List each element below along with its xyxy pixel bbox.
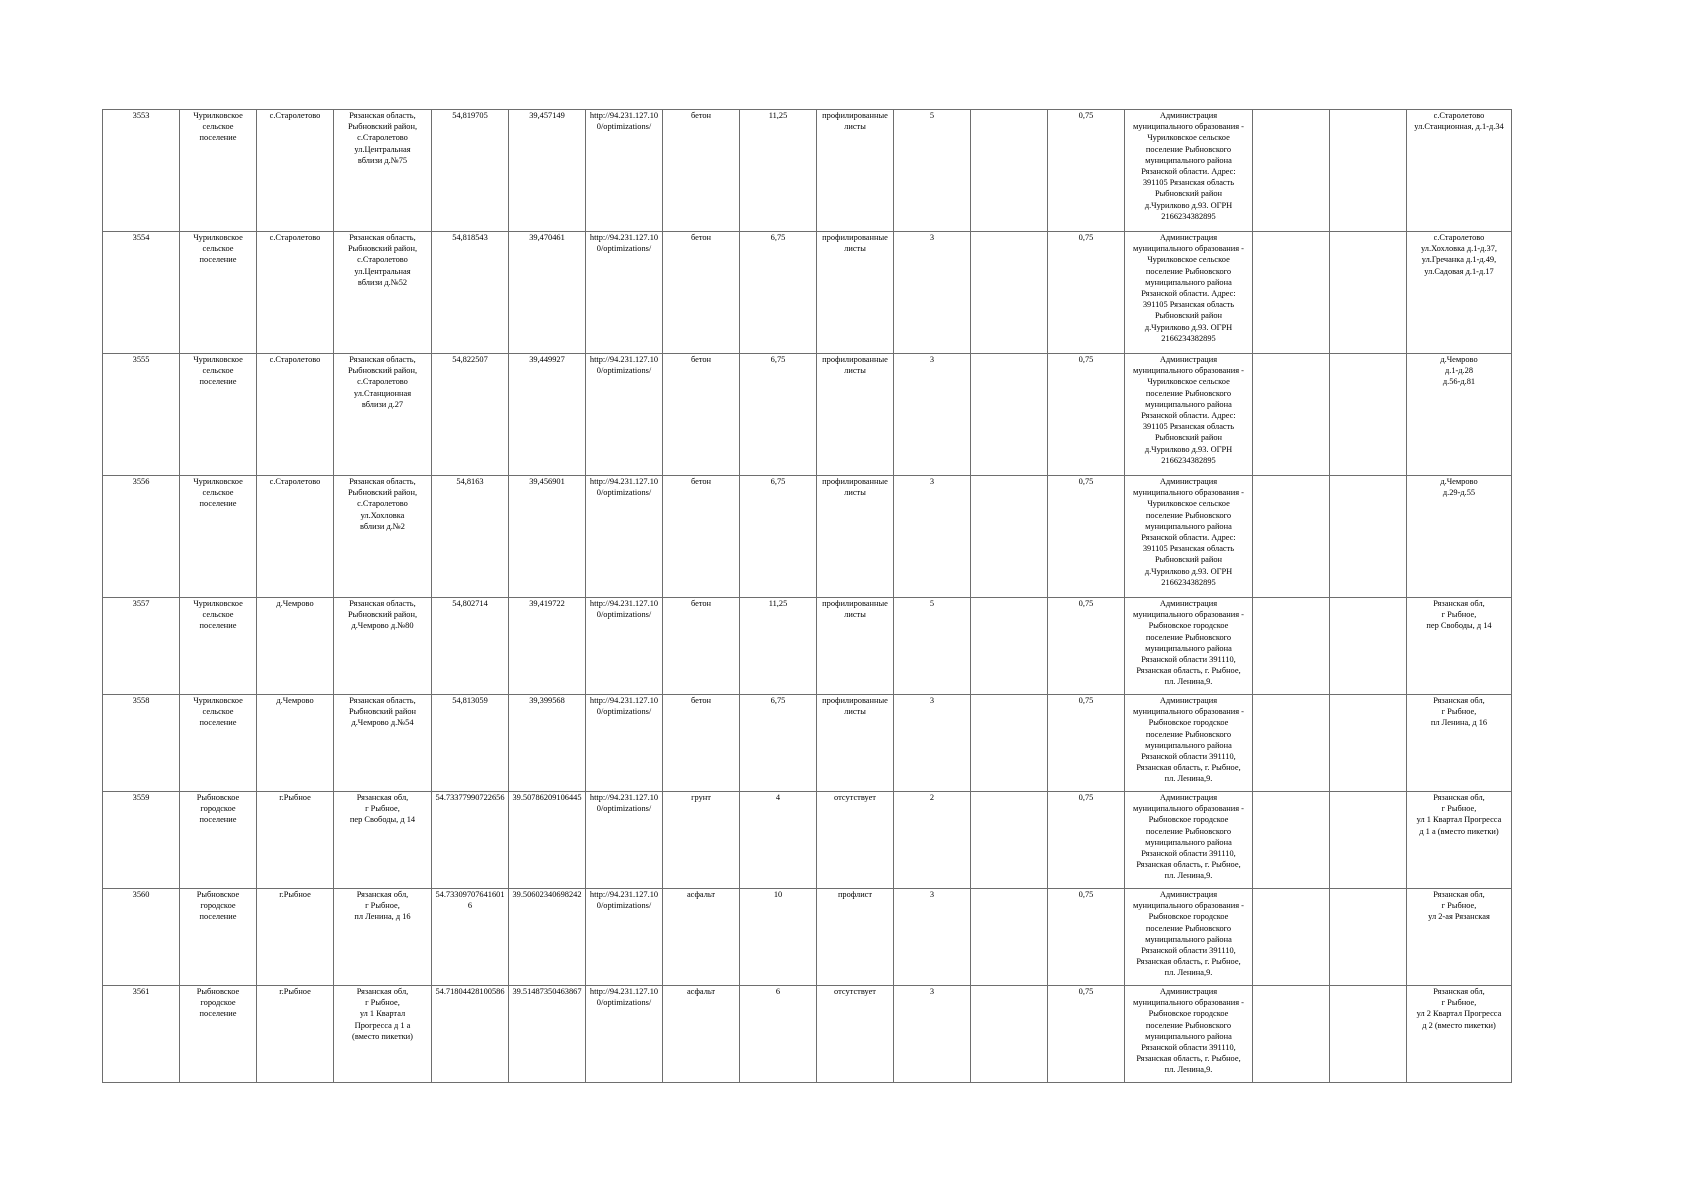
settlement-cell-text: Чурилковское сельское поселение (193, 355, 243, 387)
table-row (103, 232, 1512, 354)
empty-cell (1330, 354, 1407, 476)
area-cell (740, 889, 817, 986)
settlement-cell (180, 598, 257, 695)
longitude-cell-text: 39,470461 (529, 233, 565, 242)
sources-cell (1407, 986, 1512, 1083)
volume-cell (1048, 110, 1125, 232)
settlement-cell (180, 986, 257, 1083)
fence-cell (817, 695, 894, 792)
address-cell (334, 354, 432, 476)
settlement-cell (180, 792, 257, 889)
address-cell-text: Рязанская область, Рыбновский район д.Чемрово д.№54 (348, 696, 417, 728)
containers-cell-text: 2 (929, 793, 935, 802)
surface-cell (663, 986, 740, 1083)
fence-cell-text: профилированные листы (822, 696, 888, 717)
sources-cell-text: Рязанская обл, г Рыбное, ул 2 Квартал Прогресса д 2 (вместо пикетки) (1416, 987, 1502, 1030)
fence-cell (817, 110, 894, 232)
sources-cell-text: с.Старолетово ул.Станционная, д.1-д.34 (1414, 111, 1504, 132)
settlement-cell-text: Чурилковское сельское поселение (193, 111, 243, 143)
empty-cell (1330, 110, 1407, 232)
link-cell-text: http://94.231.127.10 0/optimizations/ (589, 890, 659, 911)
locality-cell-text: д.Чемрово (276, 696, 314, 705)
area-cell-text: 6,75 (770, 477, 786, 486)
locality-cell-text: с.Старолетово (269, 355, 321, 364)
volume-cell (1048, 476, 1125, 598)
fence-cell (817, 476, 894, 598)
owner-cell-text: Администрация муниципального образования - Рыбновское городское поселение Рыбновского муниципального района Рязанской области 391110, Рязанская область, г. Рыбное, пл. Ленина,9. (1133, 599, 1244, 687)
owner-cell (1125, 354, 1253, 476)
row-number (103, 986, 180, 1083)
table-row (103, 695, 1512, 792)
area-cell (740, 110, 817, 232)
table-row (103, 792, 1512, 889)
longitude-cell (509, 354, 586, 476)
fence-cell (817, 232, 894, 354)
address-cell (334, 110, 432, 232)
area-cell-text: 4 (775, 793, 781, 802)
area-cell-text: 6,75 (770, 233, 786, 242)
empty-cell (1253, 986, 1330, 1083)
fence-cell-text: профилированные листы (822, 355, 888, 376)
table-row (103, 598, 1512, 695)
volume-cell-text: 0,75 (1078, 355, 1094, 364)
empty-cell (971, 598, 1048, 695)
settlement-cell-text: Рыбновское городское поселение (196, 890, 240, 922)
sources-cell (1407, 476, 1512, 598)
link-cell[interactable] (586, 232, 663, 354)
link-cell-text: http://94.231.127.10 0/optimizations/ (589, 233, 659, 254)
latitude-cell (432, 598, 509, 695)
link-cell[interactable] (586, 695, 663, 792)
locality-cell-text: с.Старолетово (269, 233, 321, 242)
fence-cell (817, 598, 894, 695)
row-number (103, 476, 180, 598)
fence-cell-text: отсутствует (834, 793, 876, 802)
address-cell-text: Рязанская область, Рыбновский район, с.Старолетово ул.Станционная вблизи д.27 (347, 355, 418, 409)
longitude-cell (509, 986, 586, 1083)
surface-cell (663, 792, 740, 889)
row-number (103, 110, 180, 232)
latitude-cell-text: 54,818543 (452, 233, 488, 242)
volume-cell-text: 0,75 (1078, 696, 1094, 705)
address-cell (334, 232, 432, 354)
row-number-text: 3554 (132, 233, 150, 242)
containers-cell-text: 5 (929, 599, 935, 608)
area-cell-text: 11,25 (768, 111, 788, 120)
longitude-cell-text: 39,399568 (529, 696, 565, 705)
fence-cell (817, 792, 894, 889)
longitude-cell-text: 39,456901 (529, 477, 565, 486)
longitude-cell (509, 695, 586, 792)
longitude-cell (509, 476, 586, 598)
empty-cell (971, 986, 1048, 1083)
containers-cell (894, 232, 971, 354)
locality-cell (257, 232, 334, 354)
table-row (103, 889, 1512, 986)
locality-cell (257, 792, 334, 889)
table-row (103, 986, 1512, 1083)
link-cell[interactable] (586, 110, 663, 232)
surface-cell (663, 354, 740, 476)
area-cell (740, 986, 817, 1083)
latitude-cell (432, 889, 509, 986)
surface-cell-text: бетон (690, 599, 712, 608)
latitude-cell-text: 54.73377990722656 (435, 793, 505, 802)
empty-cell (971, 110, 1048, 232)
owner-cell-text: Администрация муниципального образования - Рыбновское городское поселение Рыбновского муниципального района Рязанской области 391110, Рязанская область, г. Рыбное, пл. Ленина,9. (1133, 890, 1244, 978)
containers-cell (894, 476, 971, 598)
empty-cell (1330, 889, 1407, 986)
latitude-cell (432, 354, 509, 476)
link-cell-text: http://94.231.127.10 0/optimizations/ (589, 793, 659, 814)
link-cell-text: http://94.231.127.10 0/optimizations/ (589, 696, 659, 717)
owner-cell-text: Администрация муниципального образования - Рыбновское городское поселение Рыбновского муниципального района Рязанской области 391110, Рязанская область, г. Рыбное, пл. Ленина,9. (1133, 696, 1244, 784)
link-cell[interactable] (586, 792, 663, 889)
link-cell-text: http://94.231.127.10 0/optimizations/ (589, 111, 659, 132)
row-number (103, 695, 180, 792)
volume-cell-text: 0,75 (1078, 599, 1094, 608)
volume-cell (1048, 792, 1125, 889)
surface-cell (663, 598, 740, 695)
latitude-cell (432, 476, 509, 598)
empty-cell (1330, 792, 1407, 889)
row-number-text: 3561 (132, 987, 150, 996)
owner-cell (1125, 695, 1253, 792)
area-cell (740, 695, 817, 792)
empty-cell (1253, 598, 1330, 695)
sources-cell-text: Рязанская обл, г Рыбное, пер Свободы, д 14 (1426, 599, 1492, 631)
surface-cell-text: бетон (690, 233, 712, 242)
owner-cell (1125, 110, 1253, 232)
empty-cell (1330, 476, 1407, 598)
surface-cell-text: бетон (690, 355, 712, 364)
containers-cell (894, 354, 971, 476)
address-cell-text: Рязанская область, Рыбновский район, д.Чемрово д.№80 (347, 599, 418, 631)
longitude-cell (509, 889, 586, 986)
table-row (103, 110, 1512, 232)
fence-cell-text: профилированные листы (822, 233, 888, 254)
locality-cell (257, 354, 334, 476)
sources-cell (1407, 792, 1512, 889)
volume-cell (1048, 695, 1125, 792)
locality-cell (257, 695, 334, 792)
settlement-cell (180, 110, 257, 232)
sources-cell-text: д.Чемрово д.29-д.55 (1440, 477, 1478, 498)
area-cell-text: 6 (775, 987, 781, 996)
empty-cell (1253, 695, 1330, 792)
locality-cell-text: г.Рыбное (279, 987, 311, 996)
sources-cell (1407, 232, 1512, 354)
address-cell-text: Рязанская область, Рыбновский район, с.Старолетово ул.Центральная вблизи д.№75 (347, 111, 418, 165)
address-cell (334, 476, 432, 598)
area-cell (740, 354, 817, 476)
sources-cell-text: Рязанская обл, г Рыбное, ул 1 Квартал Прогресса д 1 а (вместо пикетки) (1416, 793, 1502, 836)
latitude-cell-text: 54,813059 (452, 696, 488, 705)
area-cell-text: 10 (773, 890, 783, 899)
containers-cell (894, 792, 971, 889)
area-cell (740, 476, 817, 598)
longitude-cell-text: 39,449927 (529, 355, 565, 364)
sources-cell-text: Рязанская обл, г Рыбное, пл Ленина, д 16 (1430, 696, 1488, 728)
fence-cell-text: профилированные листы (822, 599, 888, 620)
longitude-cell-text: 39.50602340698242 (512, 890, 582, 899)
row-number (103, 354, 180, 476)
row-number-text: 3557 (132, 599, 150, 608)
sources-cell (1407, 889, 1512, 986)
owner-cell-text: Администрация муниципального образования - Чурилковское сельское поселение Рыбновского муниципального района Рязанской области. Адрес: 391105 Рязанская область Рыбновский район д.Чурилково д.93. ОГРН 2166234382895 (1133, 355, 1244, 465)
address-cell-text: Рязанская обл, г Рыбное, пер Свободы, д 14 (349, 793, 416, 825)
address-cell (334, 889, 432, 986)
empty-cell (1253, 110, 1330, 232)
area-cell (740, 792, 817, 889)
volume-cell (1048, 889, 1125, 986)
address-cell-text: Рязанская обл, г Рыбное, пл Ленина, д 16 (354, 890, 411, 922)
link-cell-text: http://94.231.127.10 0/optimizations/ (589, 355, 659, 376)
fence-cell-text: профлист (837, 890, 873, 899)
empty-cell (971, 695, 1048, 792)
link-cell[interactable] (586, 354, 663, 476)
containers-cell-text: 3 (929, 696, 935, 705)
surface-cell (663, 110, 740, 232)
containers-cell (894, 695, 971, 792)
latitude-cell-text: 54,819705 (452, 111, 488, 120)
row-number-text: 3553 (132, 111, 150, 120)
row-number (103, 232, 180, 354)
longitude-cell (509, 110, 586, 232)
empty-cell (1253, 792, 1330, 889)
volume-cell-text: 0,75 (1078, 890, 1094, 899)
owner-cell-text: Администрация муниципального образования - Рыбновское городское поселение Рыбновского муниципального района Рязанской области 391110, Рязанская область, г. Рыбное, пл. Ленина,9. (1133, 987, 1244, 1075)
volume-cell-text: 0,75 (1078, 987, 1094, 996)
containers-cell (894, 986, 971, 1083)
volume-cell (1048, 354, 1125, 476)
settlement-cell-text: Чурилковское сельское поселение (193, 477, 243, 509)
empty-cell (1330, 598, 1407, 695)
locality-cell (257, 110, 334, 232)
settlement-cell (180, 232, 257, 354)
locality-cell-text: д.Чемрово (276, 599, 314, 608)
containers-cell-text: 5 (929, 111, 935, 120)
settlement-cell-text: Чурилковское сельское поселение (193, 599, 243, 631)
settlement-cell-text: Рыбновское городское поселение (196, 987, 240, 1019)
longitude-cell (509, 232, 586, 354)
settlement-cell-text: Чурилковское сельское поселение (193, 233, 243, 265)
latitude-cell-text: 54.71804428100586 (435, 987, 505, 996)
link-cell[interactable] (586, 598, 663, 695)
containers-cell-text: 3 (929, 477, 935, 486)
address-cell (334, 598, 432, 695)
row-number (103, 889, 180, 986)
locality-cell-text: г.Рыбное (279, 793, 311, 802)
sources-cell (1407, 110, 1512, 232)
row-number-text: 3558 (132, 696, 150, 705)
locality-cell (257, 598, 334, 695)
surface-cell-text: бетон (690, 111, 712, 120)
owner-cell (1125, 476, 1253, 598)
containers-cell-text: 3 (929, 355, 935, 364)
area-cell (740, 232, 817, 354)
surface-cell-text: асфальт (686, 890, 716, 899)
owner-cell (1125, 792, 1253, 889)
latitude-cell-text: 54,802714 (452, 599, 488, 608)
row-number (103, 792, 180, 889)
link-cell[interactable] (586, 986, 663, 1083)
latitude-cell (432, 986, 509, 1083)
latitude-cell (432, 792, 509, 889)
fence-cell-text: профилированные листы (822, 111, 888, 132)
containers-cell (894, 598, 971, 695)
row-number-text: 3555 (132, 355, 150, 364)
area-cell-text: 6,75 (770, 355, 786, 364)
registry-table (102, 109, 1512, 1083)
fence-cell (817, 986, 894, 1083)
owner-cell (1125, 986, 1253, 1083)
surface-cell-text: асфальт (686, 987, 716, 996)
locality-cell (257, 986, 334, 1083)
sources-cell (1407, 354, 1512, 476)
address-cell-text: Рязанская область, Рыбновский район, с.Старолетово ул.Центральная вблизи д.№52 (347, 233, 418, 287)
surface-cell (663, 476, 740, 598)
table-row (103, 354, 1512, 476)
link-cell[interactable] (586, 889, 663, 986)
fence-cell-text: отсутствует (834, 987, 876, 996)
containers-cell-text: 3 (929, 890, 935, 899)
settlement-cell-text: Рыбновское городское поселение (196, 793, 240, 825)
address-cell (334, 792, 432, 889)
link-cell-text: http://94.231.127.10 0/optimizations/ (589, 599, 659, 620)
fence-cell-text: профилированные листы (822, 477, 888, 498)
row-number-text: 3559 (132, 793, 150, 802)
owner-cell-text: Администрация муниципального образования - Чурилковское сельское поселение Рыбновского муниципального района Рязанской области. Адрес: 391105 Рязанская область Рыбновский район д.Чурилково д.93. ОГРН 2166234382895 (1133, 477, 1244, 587)
longitude-cell (509, 598, 586, 695)
latitude-cell-text: 54.73309707641601 6 (435, 890, 505, 911)
empty-cell (971, 889, 1048, 986)
row-number (103, 598, 180, 695)
volume-cell-text: 0,75 (1078, 233, 1094, 242)
address-cell-text: Рязанская обл, г Рыбное, ул 1 Квартал Прогресса д 1 а (вместо пикетки) (352, 987, 413, 1041)
owner-cell-text: Администрация муниципального образования - Рыбновское городское поселение Рыбновского муниципального района Рязанской области 391110, Рязанская область, г. Рыбное, пл. Ленина,9. (1133, 793, 1244, 881)
surface-cell (663, 695, 740, 792)
locality-cell-text: с.Старолетово (269, 477, 321, 486)
longitude-cell-text: 39.50786209106445 (512, 793, 582, 802)
area-cell (740, 598, 817, 695)
settlement-cell (180, 889, 257, 986)
empty-cell (1330, 695, 1407, 792)
volume-cell-text: 0,75 (1078, 793, 1094, 802)
owner-cell (1125, 598, 1253, 695)
area-cell-text: 11,25 (768, 599, 788, 608)
fence-cell (817, 889, 894, 986)
surface-cell-text: грунт (691, 793, 711, 802)
settlement-cell (180, 695, 257, 792)
latitude-cell (432, 232, 509, 354)
containers-cell (894, 889, 971, 986)
volume-cell-text: 0,75 (1078, 477, 1094, 486)
settlement-cell-text: Чурилковское сельское поселение (193, 696, 243, 728)
volume-cell (1048, 986, 1125, 1083)
containers-cell (894, 110, 971, 232)
empty-cell (1330, 232, 1407, 354)
locality-cell (257, 476, 334, 598)
empty-cell (1253, 889, 1330, 986)
surface-cell (663, 889, 740, 986)
latitude-cell-text: 54,8163 (456, 477, 484, 486)
empty-cell (971, 232, 1048, 354)
volume-cell (1048, 232, 1125, 354)
latitude-cell-text: 54,822507 (452, 355, 488, 364)
owner-cell (1125, 232, 1253, 354)
locality-cell-text: г.Рыбное (279, 890, 311, 899)
empty-cell (1330, 986, 1407, 1083)
link-cell[interactable] (586, 476, 663, 598)
row-number-text: 3556 (132, 477, 150, 486)
longitude-cell-text: 39.51487350463867 (512, 987, 582, 996)
fence-cell (817, 354, 894, 476)
owner-cell-text: Администрация муниципального образования - Чурилковское сельское поселение Рыбновского муниципального района Рязанской области. Адрес: 391105 Рязанская область Рыбновский район д.Чурилково д.93. ОГРН 2166234382895 (1133, 111, 1244, 221)
sources-cell (1407, 695, 1512, 792)
latitude-cell (432, 695, 509, 792)
address-cell (334, 695, 432, 792)
longitude-cell (509, 792, 586, 889)
link-cell-text: http://94.231.127.10 0/optimizations/ (589, 477, 659, 498)
locality-cell-text: с.Старолетово (269, 111, 321, 120)
registry-body (103, 110, 1512, 1083)
longitude-cell-text: 39,419722 (529, 599, 565, 608)
empty-cell (971, 354, 1048, 476)
empty-cell (1253, 354, 1330, 476)
empty-cell (1253, 476, 1330, 598)
address-cell (334, 986, 432, 1083)
volume-cell (1048, 598, 1125, 695)
surface-cell-text: бетон (690, 477, 712, 486)
containers-cell-text: 3 (929, 233, 935, 242)
settlement-cell (180, 476, 257, 598)
table-row (103, 476, 1512, 598)
empty-cell (971, 792, 1048, 889)
sources-cell-text: с.Старолетово ул.Хохловка д.1-д.37, ул.Гречанка д.1-д.49, ул.Садовая д.1-д.17 (1420, 233, 1497, 276)
volume-cell-text: 0,75 (1078, 111, 1094, 120)
sources-cell (1407, 598, 1512, 695)
latitude-cell (432, 110, 509, 232)
sources-cell-text: д.Чемрово д.1-д.28 д.56-д.81 (1440, 355, 1478, 387)
containers-cell-text: 3 (929, 987, 935, 996)
area-cell-text: 6,75 (770, 696, 786, 705)
surface-cell (663, 232, 740, 354)
longitude-cell-text: 39,457149 (529, 111, 565, 120)
link-cell-text: http://94.231.127.10 0/optimizations/ (589, 987, 659, 1008)
owner-cell (1125, 889, 1253, 986)
locality-cell (257, 889, 334, 986)
row-number-text: 3560 (132, 890, 150, 899)
settlement-cell (180, 354, 257, 476)
empty-cell (971, 476, 1048, 598)
sources-cell-text: Рязанская обл, г Рыбное, ул 2-ая Рязанская (1428, 890, 1490, 922)
address-cell-text: Рязанская область, Рыбновский район, с.Старолетово ул.Хохловка вблизи д.№2 (347, 477, 418, 531)
surface-cell-text: бетон (690, 696, 712, 705)
owner-cell-text: Администрация муниципального образования - Чурилковское сельское поселение Рыбновского муниципального района Рязанской области. Адрес: 391105 Рязанская область Рыбновский район д.Чурилково д.93. ОГРН 2166234382895 (1133, 233, 1244, 343)
empty-cell (1253, 232, 1330, 354)
